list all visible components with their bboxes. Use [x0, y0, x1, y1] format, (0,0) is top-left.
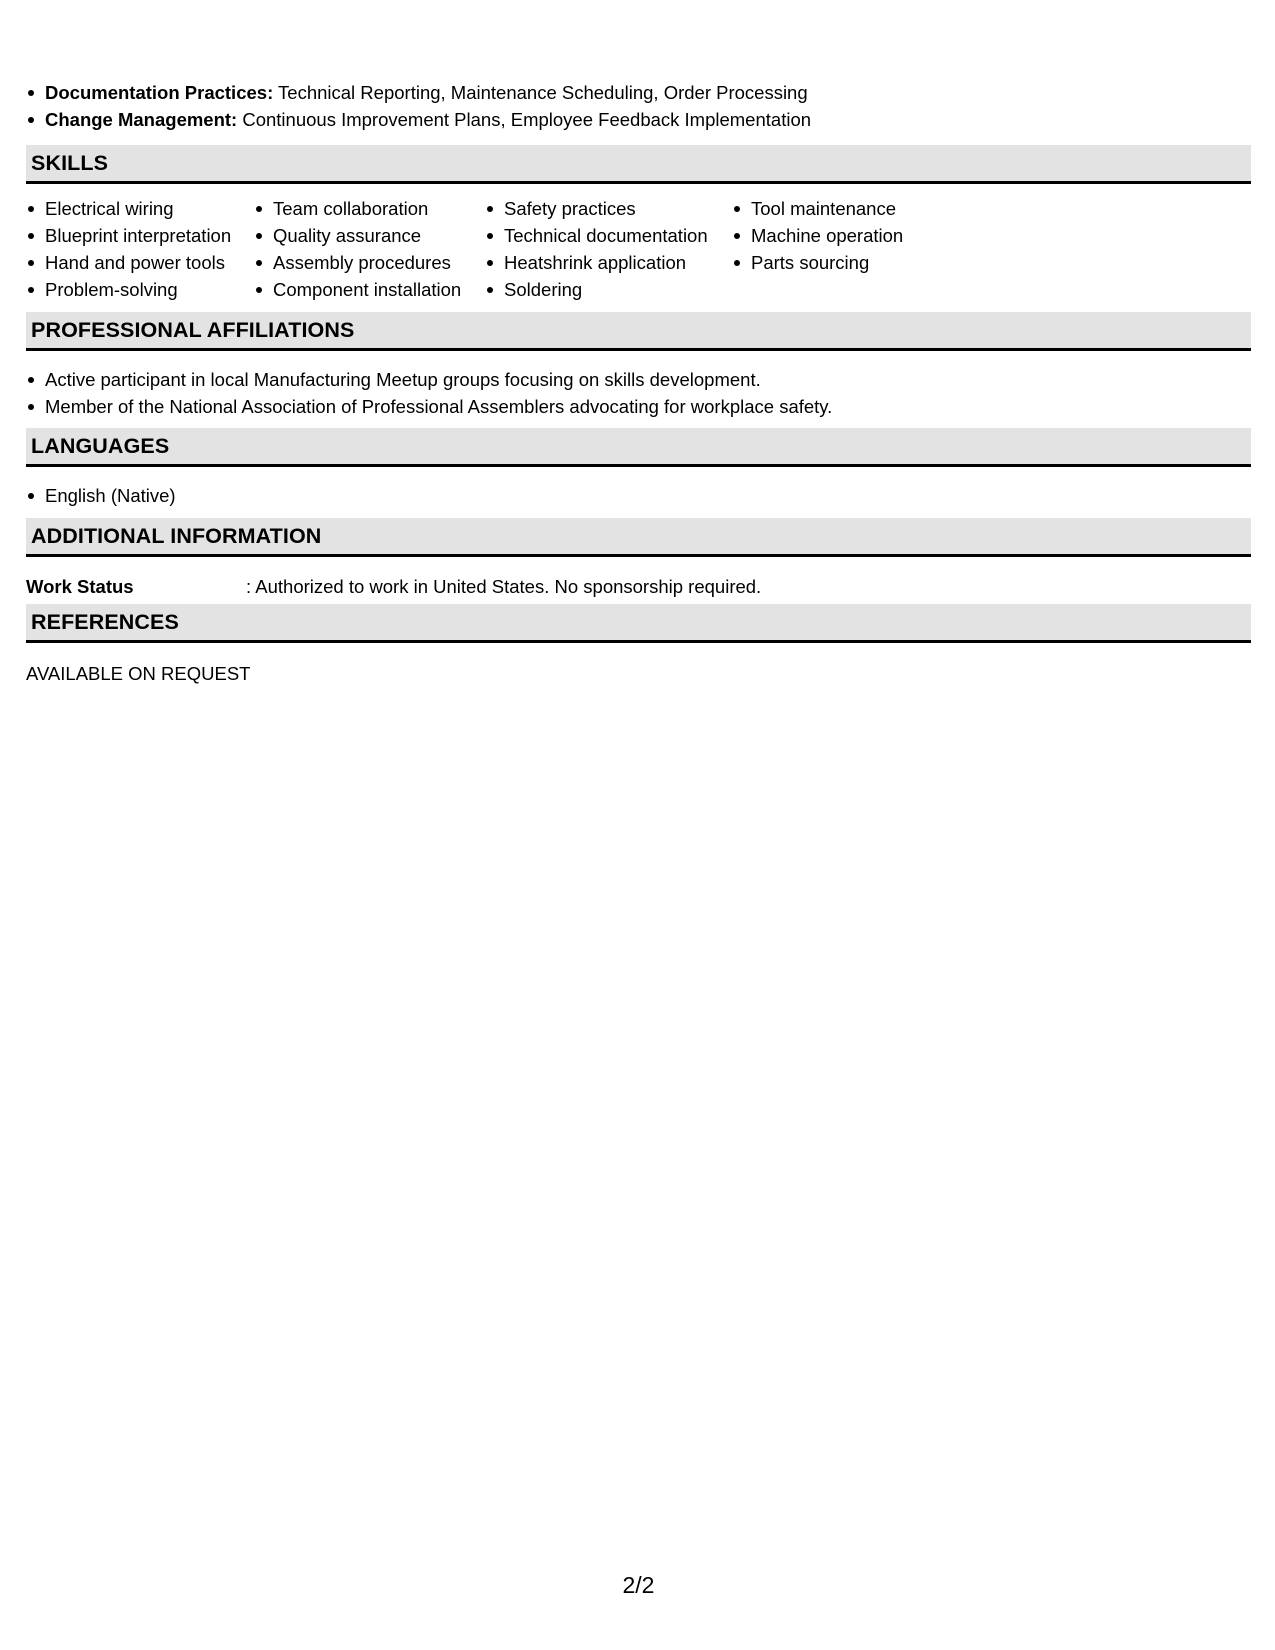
skill-item: Component installation — [254, 276, 461, 303]
list-item: English (Native) — [26, 482, 176, 509]
references-text: AVAILABLE ON REQUEST — [26, 663, 251, 684]
skill-item: Technical documentation — [485, 222, 708, 249]
skill-item: Soldering — [485, 276, 708, 303]
skills-column — [254, 195, 461, 303]
item-text: Technical Reporting, Maintenance Scheduling, Order Processing — [273, 82, 808, 103]
item-text: Continuous Improvement Plans, Employee Feedback Implementation — [237, 109, 812, 130]
item-label: Documentation Practices: — [45, 82, 274, 103]
skill-item: Hand and power tools — [26, 249, 231, 276]
section-title: PROFESSIONAL AFFILIATIONS — [31, 318, 355, 342]
list-item: Active participant in local Manufacturing Meetup groups focusing on skills development. — [26, 366, 832, 393]
skill-item: Machine operation — [732, 222, 903, 249]
skill-item: Blueprint interpretation — [26, 222, 231, 249]
skill-item: Parts sourcing — [732, 249, 903, 276]
additional-info-section-header — [26, 518, 1251, 557]
skill-item: Heatshrink application — [485, 249, 708, 276]
skills-column — [26, 195, 231, 303]
references-section-header — [26, 604, 1251, 643]
item-label: Change Management: — [45, 109, 238, 130]
skill-item: Quality assurance — [254, 222, 461, 249]
skill-item: Electrical wiring — [26, 195, 231, 222]
work-status-value: : Authorized to work in United States. No sponsorship required. — [246, 576, 762, 597]
skill-item: Assembly procedures — [254, 249, 461, 276]
affiliations-section-header — [26, 312, 1251, 351]
skill-item: Safety practices — [485, 195, 708, 222]
page-number: 2/2 — [622, 1572, 655, 1598]
list-item: Member of the National Association of Professional Assemblers advocating for workplace safety. — [26, 393, 832, 420]
list-item — [26, 106, 811, 133]
list-item — [26, 79, 811, 106]
section-title: ADDITIONAL INFORMATION — [31, 524, 322, 548]
languages-section-header — [26, 428, 1251, 467]
section-title: SKILLS — [31, 151, 109, 175]
section-title: REFERENCES — [31, 610, 179, 634]
skill-item: Team collaboration — [254, 195, 461, 222]
work-status-label: Work Status — [26, 576, 134, 597]
resume-page — [26, 0, 1251, 1650]
skills-column — [732, 195, 903, 276]
skills-section-header — [26, 145, 1251, 184]
competencies-list — [26, 79, 811, 133]
affiliations-list — [26, 366, 832, 420]
languages-list — [26, 482, 176, 509]
skills-column — [485, 195, 708, 303]
skill-item: Tool maintenance — [732, 195, 903, 222]
section-title: LANGUAGES — [31, 434, 170, 458]
skill-item: Problem-solving — [26, 276, 231, 303]
